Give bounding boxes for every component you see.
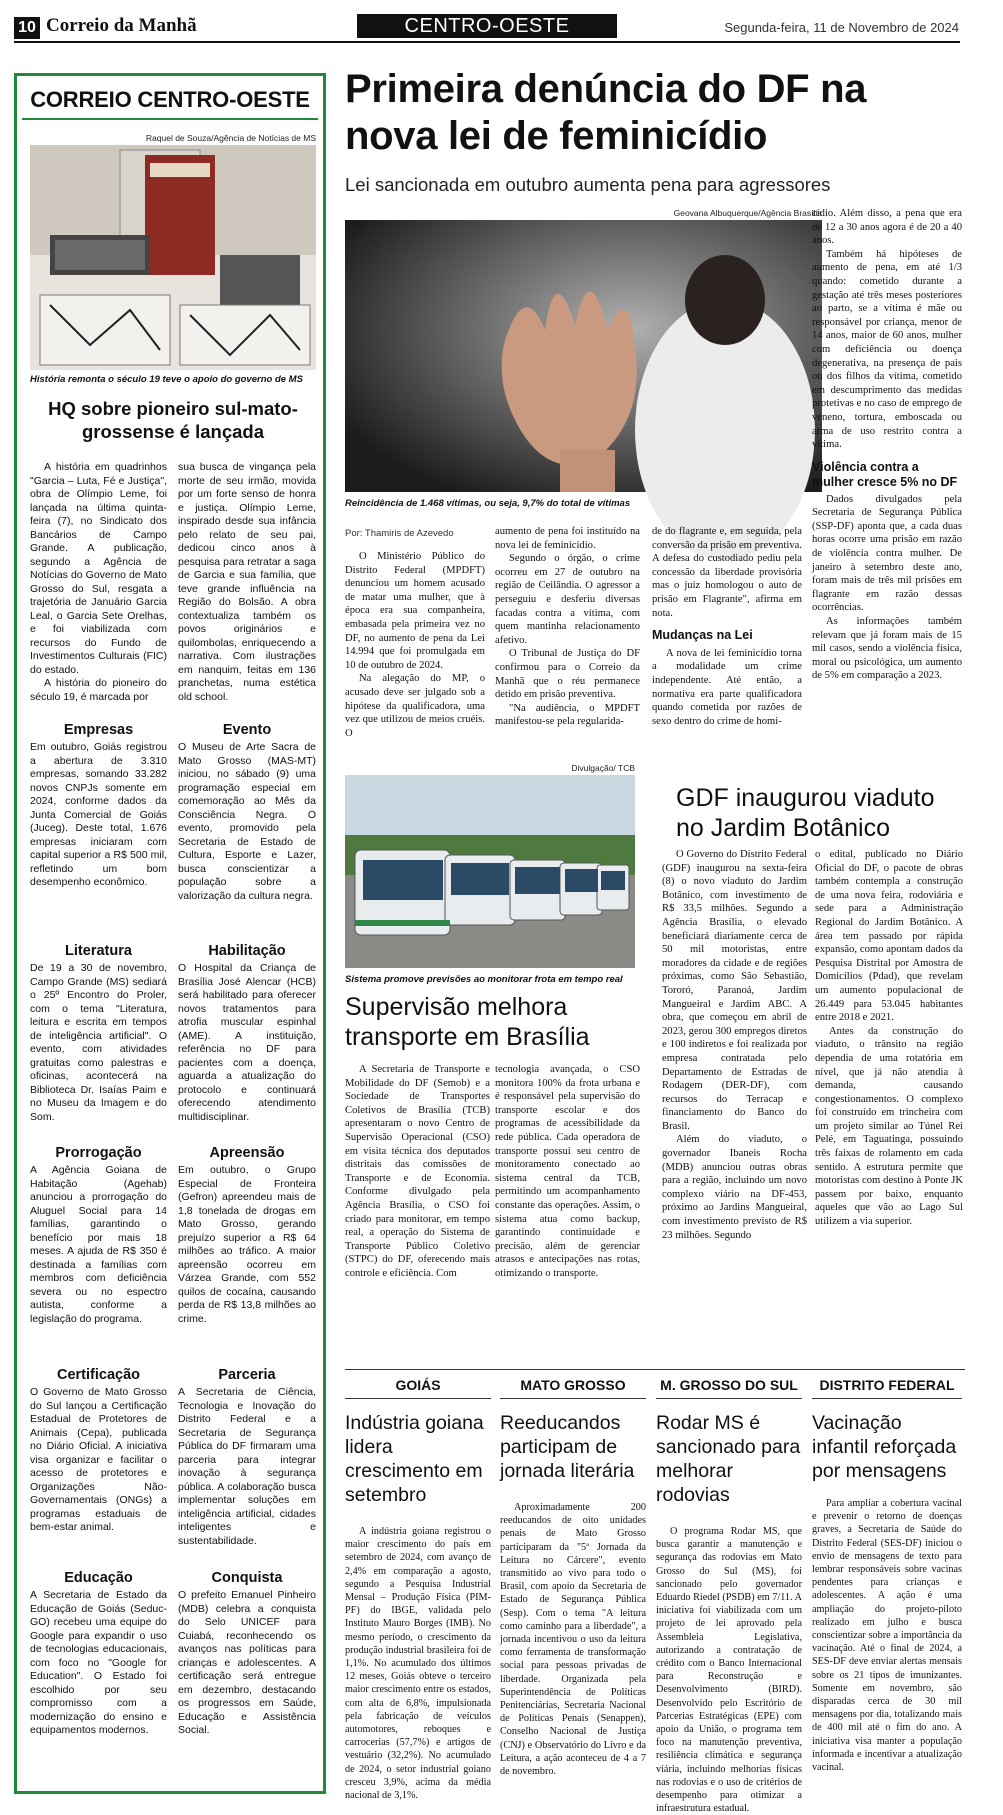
brief-title: Apreensão	[209, 1145, 285, 1161]
region-label: M. GROSSO DO SUL	[660, 1377, 798, 1393]
brief-text: O Governo de Mato Grosso do Sul lançou a Certificação Estadual de Protetores de Animais (Cepa), publicada no Diário Oficial. A iniciativa visa organizar e facilitar o acesso de protetores e Organizações Não-Governamentais (ONGs) a programas estaduais de bem-estar animal.	[30, 1386, 167, 1533]
sidebar-title-rule	[22, 118, 318, 120]
main-subhead: Mudanças na Lei	[652, 628, 753, 643]
brief-text: A Secretaria de Estado da Educação de Goiás (Seduc-GO) recebeu uma equipe do Google para expandir o uso de tecnologias educacionais, com foco no "Google for Education". O Estado foi escolhido por seu compromisso com a modernização do ensino e equipamentos modernos.	[30, 1589, 167, 1736]
brief-right-4	[178, 1570, 316, 1738]
bus-p: tecnologia avançada, o CSO monitora 100% da frota urbana e é responsável pela supervisão do transporte escolar e dos programas de acessibilidade da rede pública. Cada operadora de transporte possui seu centro de monitoramento conectado ao sistema central da TCB, permitindo um acompanhamento constante das operações. Assim, o sistema atua como backup, garantindo continuidade e precisão, além de gerenciar atrasos e antecipações nas rotas, otimizando o transporte.	[495, 1064, 640, 1279]
brief-title: Certificação	[56, 1367, 140, 1383]
bottom-headline: Reeducandos participam de jornada literária	[500, 1412, 635, 1482]
bottom-text: O programa Rodar MS, que busca garantir a manutenção e segurança das rodovias em Mato Grosso do Sul (MS), foi sancionado pelo governador Eduardo Riedel (PSDB) em 7/11. A iniciativa foi viabilizada com um projeto de lei aprovado pela Assembleia Legislativa, autorizando a contratação de crédito com o Banco Internacional para Reconstrução e Desenvolvimento (BIRD). Desenvolvido pelo Escritório de Parcerias Estratégicas (EPE) com apoio da União, o programa tem foco na manutenção preventiva, resiliência climática e segurança viária, incluindo melhorias físicas nas rodovias e o uso de critérios de desempenho para otimizar a infraestrutura estadual.	[656, 1526, 802, 1815]
bus-photo-illustration	[345, 775, 635, 968]
main-p: A nova de lei feminicídio torna a modalidade um crime independente. Até então, a normativa era parte qualificadora quando cometida por razões de sexo dentro do crime de homi-	[652, 647, 802, 727]
sidebar-lead-p1: A história em quadrinhos "Garcia – Luta, Fé e Justiça", obra de Olímpio Leme, foi lançada na última quinta-feira (7), no Sindicato dos Bancários de Campo Grande. A publicação, segundo a Agência de Notícias do Governo de Mato Grosso do Sul, resgata a trajetória de Januário Garcia Leal, o Garcia Sete Orelhas, e foi viabilizada com recursos do Fundo de Investimentos Culturais (FIC) do estado.	[30, 461, 167, 676]
brief-right-1	[178, 943, 316, 1124]
sidebar-title: CORREIO CENTRO-OESTE	[30, 87, 310, 112]
brief-text: A Secretaria de Ciência, Tecnologia e Inovação do Distrito Federal e a Secretaria de Segurança Pública do DF firmaram uma parceria para integrar inovação à segurança pública. A colaboração busca implementar soluções em inteligência artificial, cidades inteligentes e sustentabilidade.	[178, 1386, 316, 1547]
brief-title: Evento	[222, 722, 272, 738]
region-rule	[500, 1398, 646, 1399]
brief-left-0	[30, 722, 167, 890]
viaduct-p: Além do viaduto, o governador Ibaneis Rocha (MDB) anunciou outras obras para a região, incluindo um novo complexo viário na DF-453, próximo ao Jardins Mangueiral, com investimento previsto de R$ 23 milhões. Segundo	[662, 1134, 807, 1241]
viaduct-col2	[815, 848, 963, 1229]
brief-title: Habilitação	[208, 943, 286, 959]
brief-title: Prorrogação	[55, 1145, 142, 1161]
main-byline: Por: Thamiris de Azevedo	[345, 528, 454, 539]
main-photo-caption: Reincidência de 1.468 vítimas, ou seja, 9,7% do total de vítimas	[345, 498, 631, 509]
feminicide-photo-illustration	[345, 220, 822, 492]
brief-text: O Museu de Arte Sacra de Mato Grosso (MAS-MT) iniciou, no sábado (9) uma programação especial em comemoração ao Mês da Consciência Negra. O evento, promovido pela Secretaria de Estado de Cultura, Esporte e Lazer, busca conscientizar a população sobre a valorização da cultura negra.	[178, 741, 316, 902]
brief-left-4	[30, 1570, 167, 1738]
main-col3	[652, 525, 802, 728]
masthead: Correio da Manhã	[46, 15, 197, 36]
viaduct-p: Antes da construção do viaduto, o trânsito na região dependia de uma rotatória em nível, que já não atendia à demanda, causando congestionamentos. O complexo foi construído em trincheira com um projeto similar ao Túnel Rei Pelé, em Taguatinga, possuindo três faixas de rolamento em cada sentido. A estrutura permite que motoristas com destino à Ponte JK passem por baixo, enquanto aqueles que vão ao Lago Sul utilizem a via superior.	[815, 1025, 963, 1228]
brief-text: A Agência Goiana de Habitação (Agehab) anunciou a prorrogação do Aluguel Social para 14 famílias, garantindo o benefício por mais 18 meses. A ajuda de R$ 350 é destinada a famílias com membros com deficiência severa ou no espectro autista, conforme a legislação do programa.	[30, 1164, 167, 1325]
sidebar-lead-p2: A história do pioneiro do século 19, é marcada por	[30, 677, 167, 703]
main-p: As informações também relevam que já foram mais de 15 mil casos, sendo a violência física, moral ou psicológica, um aumento de 5% em comparação a 2023.	[812, 616, 962, 682]
main-p: "Na audiência, o MPDFT manifestou-se pela regularida-	[495, 702, 640, 728]
section-banner: CENTRO-OESTE	[357, 14, 617, 38]
brief-title: Parceria	[218, 1367, 276, 1383]
main-subhead: Violência contra a mulher cresce 5% no DF	[812, 459, 958, 489]
brief-right-2	[178, 1145, 316, 1326]
main-p: cídio. Além disso, a pena que era de 12 a 30 anos agora é de 20 a 40 anos.	[812, 208, 962, 247]
brief-title: Educação	[64, 1570, 133, 1586]
viaduct-p: o edital, publicado no Diário Oficial do DF, o pacote de obras também contempla a construção de uma nova feira, rodoviária e sede para a Administração Regional do Jardim Botânico. A área tem passado por rápida expansão, como apontam dados da Pesquisa Distrital por Amostra de Domicílios (Pdad), que revelam um aumento populacional de 26.449 para 53.045 habitantes entre 2018 e 2021.	[815, 849, 963, 1024]
main-col1	[345, 550, 485, 740]
main-p: O Tribunal de Justiça do DF confirmou para o Correio da Manhã que o réu permanece detido em prisão preventiva.	[495, 648, 640, 701]
bus-photo	[345, 775, 635, 968]
bottom-divider	[345, 1369, 965, 1370]
region-rule	[345, 1398, 491, 1399]
brief-text: Em outubro, Goiás registrou a abertura de 3.310 empresas, somando 33.282 novos CNPJs somente em 2024, conforme dados da Junta Comercial de Goiás (Juceg). Deste total, 1.676 empresas iniciaram com capital superior a R$ 500 mil, refletindo um bom desempenho econômico.	[30, 741, 167, 888]
brief-left-3	[30, 1367, 167, 1535]
bottom-headline: Indústria goiana lidera crescimento em setembro	[345, 1412, 484, 1506]
main-p: O Ministério Público do Distrito Federal (MPDFT) denunciou um homem acusado de matar uma mulher, que à época era sua companheira, embasada pela primeira vez no DF, no aumento de pena da Lei 14.994 que foi promulgada em 10 de outubro de 2024.	[345, 551, 485, 671]
region-rule	[656, 1398, 802, 1399]
brief-right-0	[178, 722, 316, 903]
bus-p: A Secretaria de Transporte e Mobilidade do DF (Semob) e a Sociedade de Transportes Coletivos de Brasília (TCB) apresentaram o novo Centro de Supervisão Operacional (CSO) em visita técnica dos deputados distritais das comissões de Transporte e de Economia. Conforme divulgado pela Agência Brasília, o CSO foi criado para monitorar, em tempo real, a operação do Sistema de Transporte Público Coletivo (STPC) do DF, oferecendo mais controle e eficiência. Com	[345, 1064, 490, 1279]
main-p: Também há hipóteses de aumento de pena, em até 1/3 quando: cometido durante a gestação até três meses posteriores ao parto, se a vítima é mãe ou responsável por criança, menor de 14 anos, maior de 60 anos, mulher com deficiência ou doença degenerativa, na presença de pais ou dos filhos da vítima, cometido em descumprimento das medidas protetivas e no caso de emprego de veneno, tortura, emboscada ou arma de uso restrito contra a vítima.	[812, 248, 962, 451]
main-subheadline: Lei sancionada em outubro aumenta pena para agressores	[345, 174, 831, 195]
bus-photo-credit: Divulgação/ TCB	[571, 763, 635, 773]
bottom-headline: Vacinação infantil reforçada por mensagens	[812, 1412, 957, 1482]
main-p: de do flagrante e, em seguida, pela conversão da prisão em preventiva. A defesa do custodiado pediu pela concessão da liberdade provisória mas o juiz homologou o auto de prisão em Flagrante", afirma em nota.	[652, 526, 802, 619]
bus-col2	[495, 1063, 640, 1281]
bottom-headline: Rodar MS é sancionado para melhorar rodovias	[656, 1412, 801, 1506]
sidebar-photo-credit: Raquel de Souza/Agência de Notícias de MS	[145, 133, 316, 143]
page-number: 10	[14, 17, 40, 39]
brief-text: Em outubro, o Grupo Especial de Fronteira (Gefron) apreendeu mais de 1,8 tonelada de drogas em Mato Grosso, gerando prejuízo superior a R$ 64 milhões ao tráfico. A maior apreensão ocorreu em Várzea Grande, com 552 quilos de cocaína, causando perda de R$ 13,8 milhões ao crime.	[178, 1164, 316, 1325]
bus-col1	[345, 1063, 490, 1281]
brief-title: Conquista	[211, 1570, 283, 1586]
region-rule	[812, 1398, 962, 1399]
viaduct-headline: GDF inaugurou viaduto no Jardim Botânico	[676, 784, 935, 842]
page-header	[0, 0, 1003, 46]
sidebar-lead-col1	[30, 461, 167, 704]
main-photo-credit: Geovana Albuquerque/Agência Brasília	[673, 208, 822, 218]
bottom-story-goias	[345, 1377, 491, 1802]
region-label: MATO GROSSO	[520, 1377, 626, 1393]
main-col4	[812, 207, 962, 683]
issue-date: Segunda-feira, 11 de Novembro de 2024	[724, 20, 959, 35]
brief-text: O prefeito Emanuel Pinheiro (MDB) celebra a conquista do Selo UNICEF para Cuiabá, reconhecendo os avanços nas políticas para crianças e adolescentes. A certificação será entregue em dezembro, destacando os progressos em Saúde, Educação e Assistência Social.	[178, 1589, 316, 1736]
viaduct-p: O Governo do Distrito Federal (GDF) inaugurou na sexta-feira (8) o novo viaduto do Jardim Botânico, com investimento de R$ 33,5 milhões. Segundo a Agência Brasília, o elevado beneficiará diariamente cerca de 50 mil motoristas, entre moradores da cidade e de regiões próximas, como São Sebastião, Tororó, Paranoá, Jardim Mangueiral e Jardim ABC. A obra, que começou em abril de 2023, gerou 300 empregos diretos e 100 indiretos e foi realizada por empresa contratada pelo Departamento de Estradas de Rodagem (DER-DF), com recursos do Terracap e financiamento do Banco do Brasil.	[662, 849, 807, 1132]
viaduct-col1	[662, 848, 807, 1242]
sidebar-lead-col2	[178, 461, 316, 704]
sidebar-photo-caption: História remonta o século 19 teve o apoio do governo de MS	[30, 374, 303, 385]
brief-text: O Hospital da Criança de Brasília José Alencar (HCB) será habilitado para oferecer novos tratamentos para atrofia muscular espinhal (AME). A instituição, referência no DF para pacientes com a doença, aguarda a atualização do protocolo e continuará oferecendo atendimento multidisciplinar.	[178, 962, 316, 1123]
bottom-text: Para ampliar a cobertura vacinal e prevenir o retorno de doenças graves, a Secretaria de Saúde do Distrito Federal (SES-DF) iniciou o envio de mensagens de texto para lembrar responsáveis sobre vacinas pendentes para crianças e adolescentes. A ação é uma ampliação do projeto-piloto realizado em julho e busca conscientizar sobre a importância da vacinação. Até o final de 2024, a SES-DF deve enviar alertas mensais sobre os 21 tipos de imunizantes. Somente em novembro, são disparadas cerca de 30 mil mensagens por dia, totalizando mais de 400 mil até o fim do ano. A iniciativa visa manter a população informada e incentivar a atualização vacinal.	[812, 1498, 962, 1774]
brief-right-3	[178, 1367, 316, 1548]
bottom-text: A indústria goiana registrou o maior crescimento do país em setembro de 2024, com avanço de 2,4% em comparação a agosto, segundo a Pesquisa Industrial Mensal – Produção Física (PIM-PF) do IBGE, validada pelo Instituto Mauro Borges (IMB). No mesmo período, o crescimento da produção industrial brasileira foi de 1,1%. No acumulado dos últimos 12 meses, Goiás obteve o terceiro maior crescimento entre os estados, com alta de 6,8%, impulsionada pela fabricação de veículos automotores, reboques e carrocerias (57,7%) e artigos de vestuário (32,2%). No acumulado de 2024, o setor industrial goiano cresceu 3,9%, acima da média nacional de 3,1%.	[345, 1526, 491, 1802]
bus-headline: Supervisão melhora transporte em Brasília	[345, 993, 590, 1051]
bus-photo-caption: Sistema promove previsões ao monitorar frota em tempo real	[345, 974, 623, 985]
brief-title: Literatura	[65, 943, 132, 959]
region-label: DISTRITO FEDERAL	[819, 1377, 955, 1393]
bottom-story-df	[812, 1377, 962, 1774]
main-p: Dados divulgados pela Secretaria de Segurança Pública (SSP-DF) aponta que, a cada duas horas ocorre uma prisão em razão de violência contra mulher. De janeiro à setembro deste ano, foram mais de três mil prisões em flagrante em razão dessas ocorrências.	[812, 493, 962, 614]
feminicide-photo	[345, 220, 822, 492]
brief-left-1	[30, 943, 167, 1124]
header-rule	[14, 41, 960, 43]
bottom-text: Aproximadamente 200 reeducandos de oito unidades penais de Mato Grosso participaram da "5ª Jornada da Leitura no Cárcere", evento transmitido ao vivo para todo o Brasil, com apoio da Secretaria de Estado de Segurança Pública (Sesp). Com o tema "A leitura como caminho para a liberdade", a jornada incentivou o uso da leitura como ferramenta de transformação social para pessoas privadas de liberdade. Organizada pela Superintendência de Políticas Penitenciárias, Secretaria Nacional de Políticas Penais (Senappen), Conselho Nacional de Justiça (CNJ) e Observatório do Livro e da Leitura, a ação aconteceu de 4 a 7 de novembro.	[500, 1502, 646, 1778]
brief-text: De 19 a 30 de novembro, Campo Grande (MS) sediará o 25º Encontro do Proler, com o tema "Literatura, leitura e escrita em tempos de inteligência artificial". O evento, com atividades gratuitas como palestras e oficinas, acontecerá na Biblioteca Dr. Isaías Paim e no Museu da Imagem e do Som.	[30, 962, 167, 1123]
bottom-story-mato-grosso	[500, 1377, 646, 1778]
sidebar-headline: HQ sobre pioneiro sul-mato-grossense é lançada	[48, 398, 298, 442]
hq-photo-illustration	[30, 145, 316, 370]
main-col2	[495, 525, 640, 729]
brief-title: Empresas	[63, 722, 134, 738]
brief-left-2	[30, 1145, 167, 1326]
sidebar-lead-p3: sua busca de vingança pela morte de seu irmão, movida por um forte senso de honra e justiça. Olímpio Leme, inspirado desde sua infância pelo relato de seu pai, dedicou cinco anos à pesquisa para retratar a saga de Garcia e sua família, que teve grande influência na Região do Bolsão. A obra contextualiza também os povos originários e quilombolas, enriquecendo a narrativa. Com ilustrações em nanquim, feitas em 136 pranchetas, numa estética old school.	[178, 461, 316, 703]
bottom-story-ms	[656, 1377, 802, 1815]
main-p: Segundo o órgão, o crime ocorreu em 27 de outubro na região de Ceilândia. O agressor a perseguiu e desferiu diversas facadas contra a vítima, com quem mantinha relacionamento afetivo.	[495, 553, 640, 646]
main-headline: Primeira denúncia do DF na nova lei de feminicídio	[345, 67, 867, 158]
main-p: aumento de pena foi instituído na nova lei de feminicídio.	[495, 526, 640, 551]
main-p: Na alegação do MP, o acusado deve ser julgado sob a hipótese da qualificadora, uma vez que utilizou de meios cruéis. O	[345, 673, 485, 739]
hq-photo	[30, 145, 316, 370]
region-label: GOIÁS	[395, 1377, 441, 1393]
